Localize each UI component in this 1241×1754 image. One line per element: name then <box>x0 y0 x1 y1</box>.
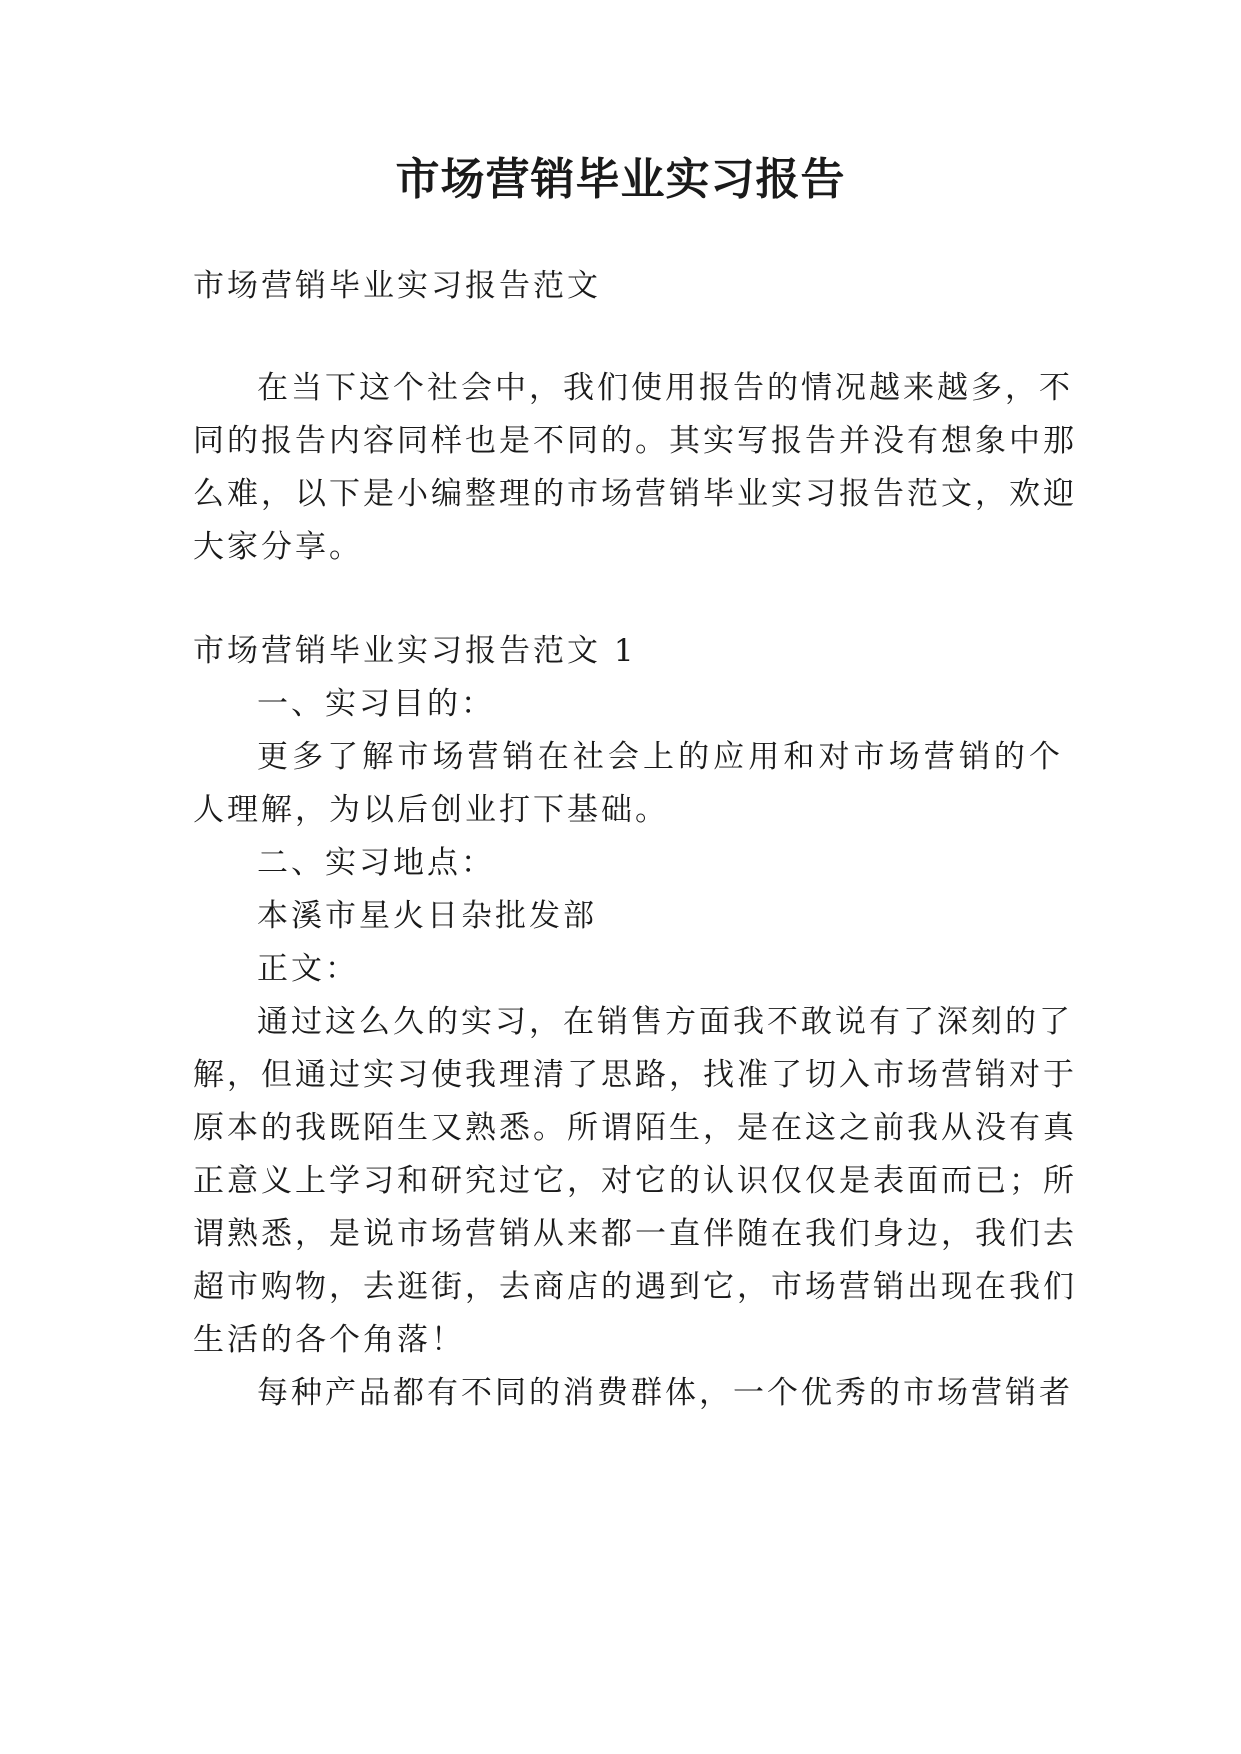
body-line: 每种产品都有不同的消费群体，一个优秀的市场营销者 <box>257 1375 1073 1411</box>
subheading-purpose: 一、实习目的： <box>257 686 495 722</box>
body-line: 超市购物，去逛街，去商店的遇到它，市场营销出现在我们 <box>193 1269 1077 1305</box>
subheading-main-text: 正文： <box>257 951 359 987</box>
body-line: 原本的我既陌生又熟悉。所谓陌生，是在这之前我从没有真 <box>193 1110 1077 1146</box>
body-line: 通过这么久的实习，在销售方面我不敢说有了深刻的了 <box>257 1004 1073 1040</box>
intro-line: 么难，以下是小编整理的市场营销毕业实习报告范文，欢迎 <box>193 476 1077 512</box>
body-line: 解，但通过实习使我理清了思路，找准了切入市场营销对于 <box>193 1057 1077 1093</box>
subheading-location: 二、实习地点： <box>257 845 495 881</box>
body-line: 更多了解市场营销在社会上的应用和对市场营销的个 <box>257 739 1063 775</box>
intro-line: 大家分享。 <box>193 529 363 565</box>
section-heading: 市场营销毕业实习报告范文 1 <box>193 633 637 669</box>
body-line: 谓熟悉，是说市场营销从来都一直伴随在我们身边，我们去 <box>193 1216 1077 1252</box>
document-title: 市场营销毕业实习报告 <box>395 154 846 205</box>
intro-line: 同的报告内容同样也是不同的。其实写报告并没有想象中那 <box>193 423 1077 459</box>
body-line: 人理解，为以后创业打下基础。 <box>193 792 669 828</box>
body-line: 正意义上学习和研究过它，对它的认识仅仅是表面而已；所 <box>193 1163 1077 1199</box>
body-line: 生活的各个角落！ <box>193 1322 465 1358</box>
subtitle-line: 市场营销毕业实习报告范文 <box>193 268 601 304</box>
body-line: 本溪市星火日杂批发部 <box>257 898 597 934</box>
intro-line: 在当下这个社会中，我们使用报告的情况越来越多，不 <box>257 370 1073 406</box>
